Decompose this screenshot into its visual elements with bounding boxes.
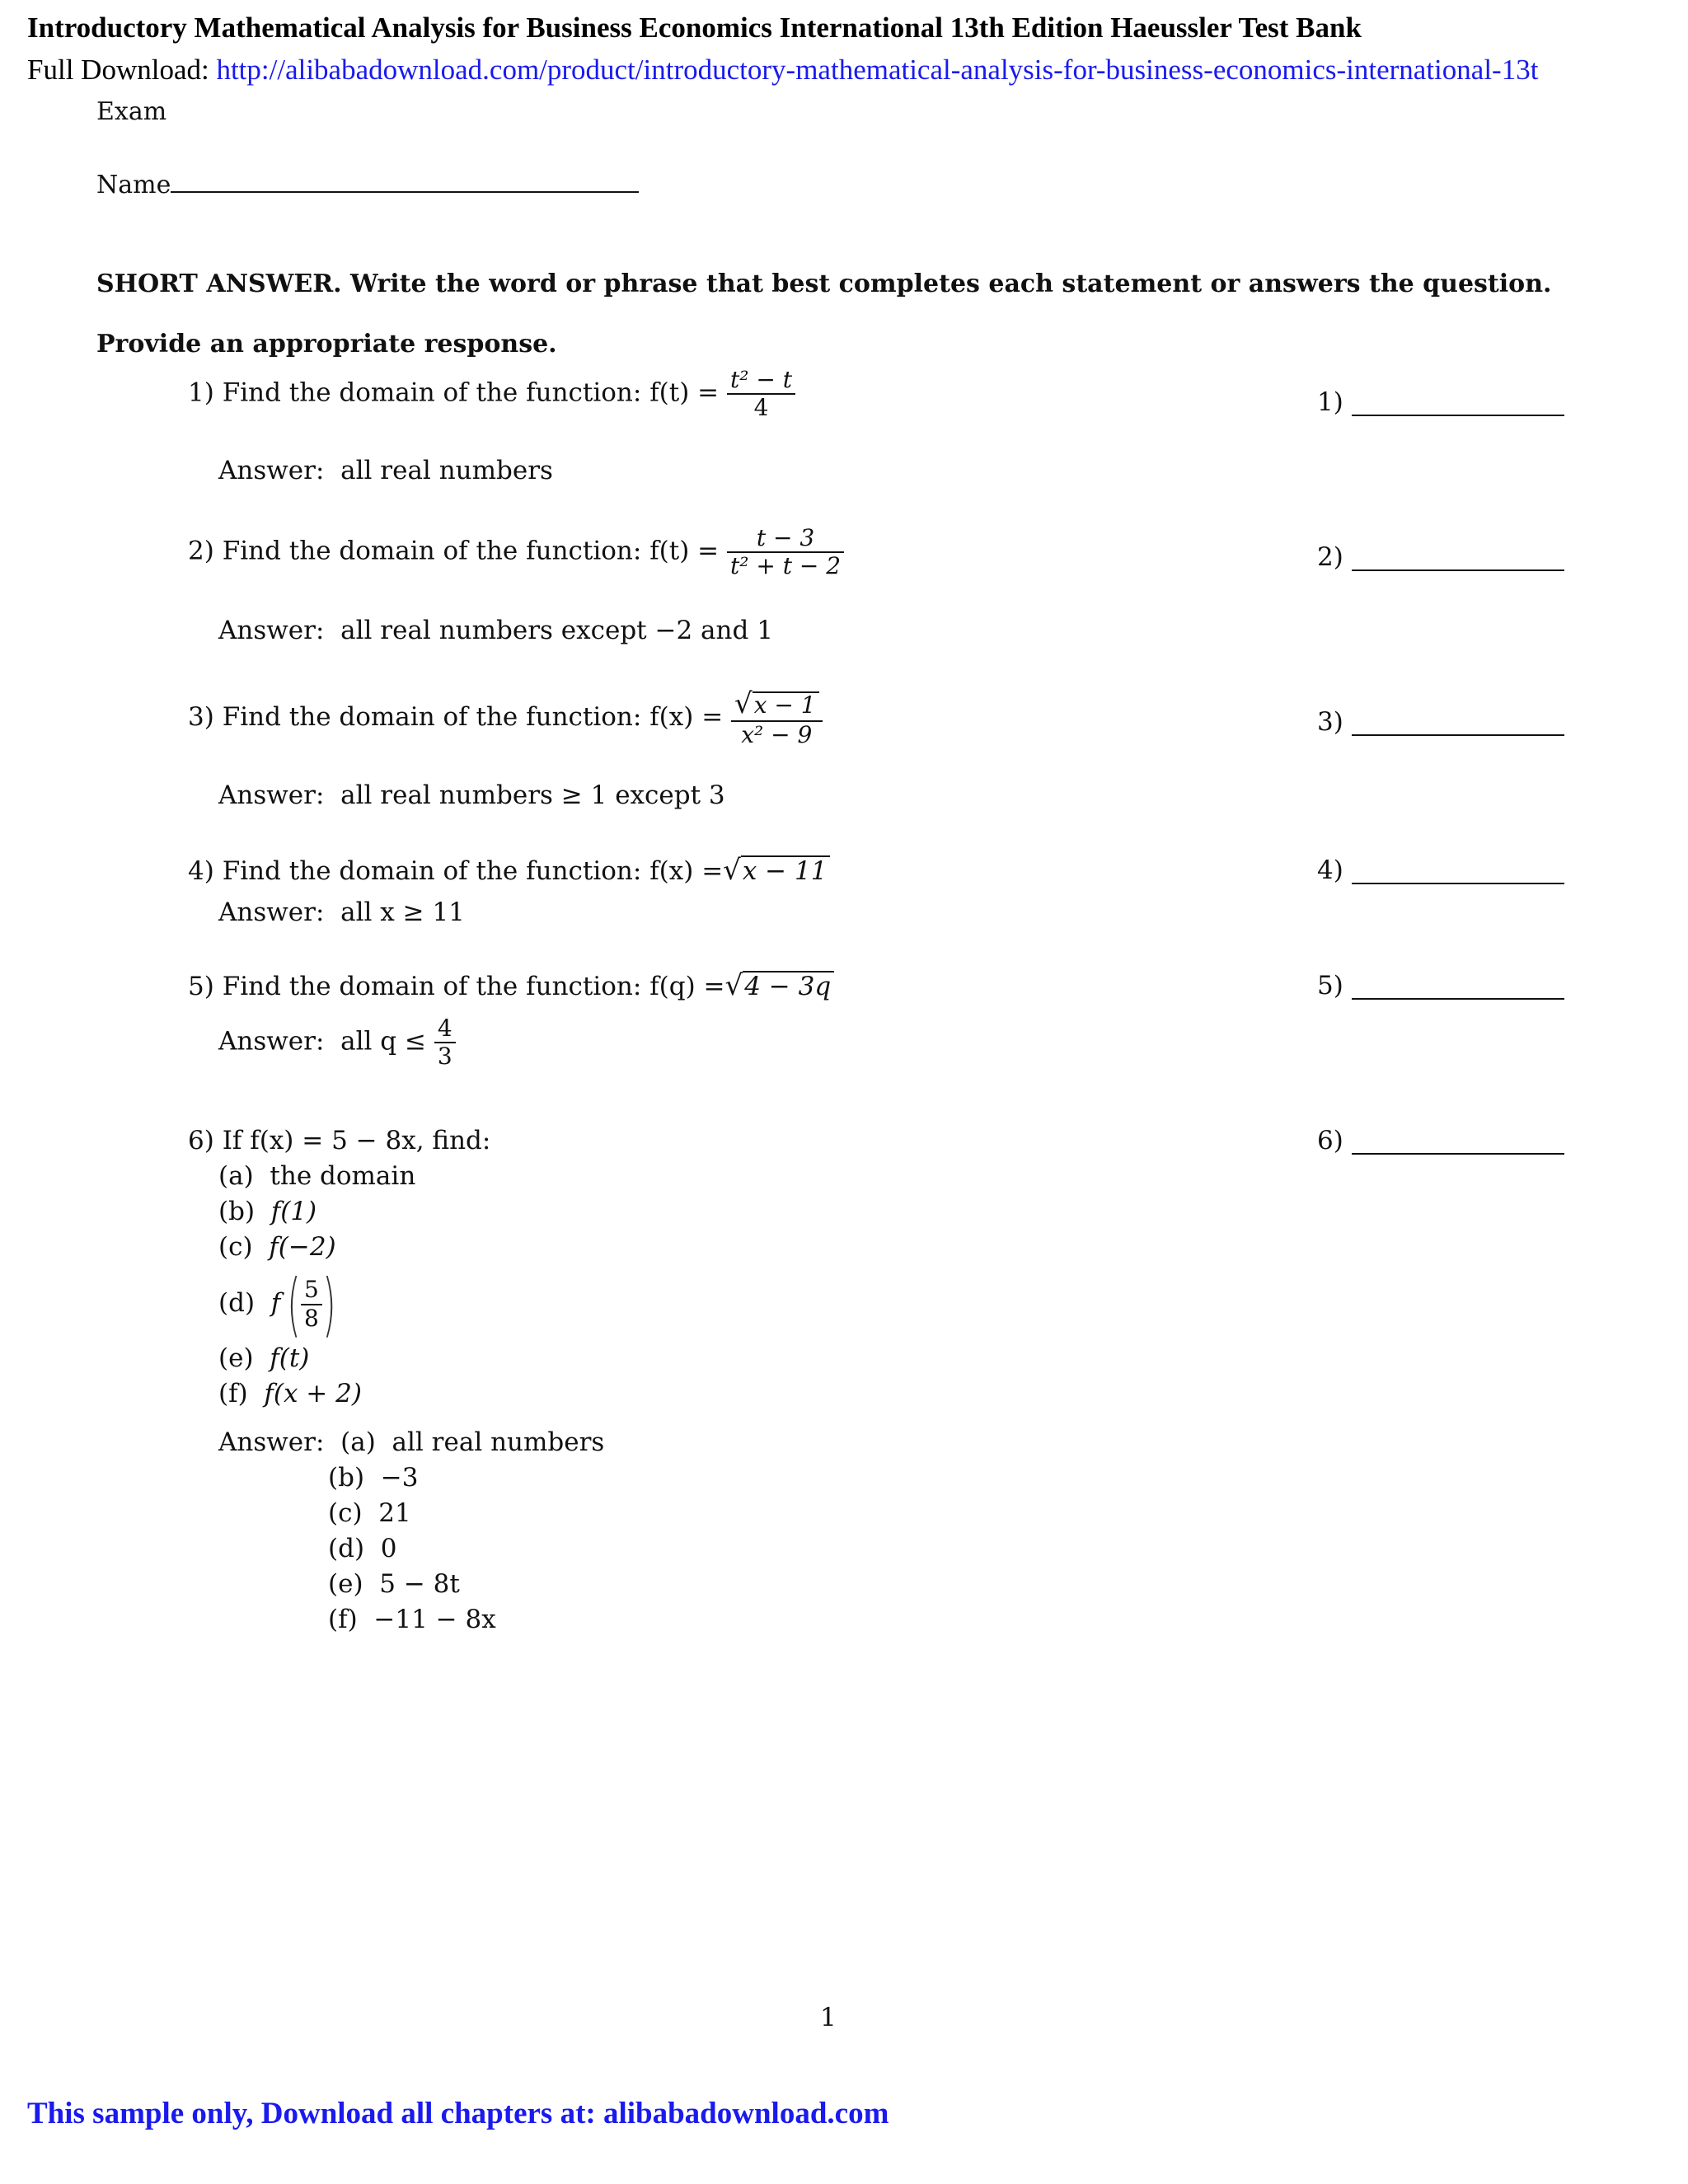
list-item [218, 1460, 604, 1496]
footer-banner[interactable]: This sample only, Download all chapters at: alibabadownload.com [27, 2097, 889, 2130]
question-prompt: Find the domain of the function: f(x) = [222, 856, 724, 886]
page-number: 1 [820, 2003, 837, 2032]
part-text: −11 − 8x [373, 1605, 496, 1634]
radicand: x − 1 [753, 691, 819, 719]
part-label: (b) [328, 1463, 365, 1493]
question-prompt: Find the domain of the function: f(q) = [222, 972, 725, 1001]
question-prompt: Find the domain of the function: f(t) = [222, 377, 720, 408]
answer-slot-number: 2) [1317, 542, 1343, 572]
fraction [727, 367, 795, 421]
answer-text: all q ≤ [340, 1026, 426, 1057]
denominator: x² − 9 [741, 721, 813, 749]
fraction [434, 1015, 456, 1070]
part-label: (e) [328, 1569, 363, 1599]
answer-4 [218, 898, 465, 927]
question-1 [188, 367, 795, 421]
part-text: f(1) [270, 1197, 317, 1226]
part-text: 5 − 8t [379, 1569, 460, 1599]
list-item [218, 1602, 604, 1638]
fraction [301, 1277, 322, 1331]
question-5 [188, 969, 834, 1002]
question-6 [188, 1126, 490, 1155]
part-label: (d) [328, 1534, 365, 1563]
exam-label: Exam [96, 97, 167, 126]
name-underline[interactable] [171, 166, 639, 193]
answer-blank[interactable] [1352, 415, 1564, 416]
answer-label: Answer: [218, 616, 325, 645]
answer-slot-number: 1) [1317, 387, 1343, 417]
answer-label: Answer: [218, 1026, 325, 1057]
part-text: f(t) [270, 1343, 310, 1373]
download-link[interactable]: http://alibabadownload.com/product/introductory-mathematical-analysis-for-business-economics-international-13t [216, 54, 1539, 86]
section-instructions: SHORT ANSWER. Write the word or phrase that best completes each statement or answers the question. [96, 269, 1552, 298]
list-item [218, 1159, 415, 1194]
answer-5 [218, 1015, 456, 1070]
numerator: t² − t [727, 367, 795, 395]
sqrt-sign: √ [734, 687, 753, 720]
part-label: (c) [218, 1232, 253, 1262]
list-item [218, 1496, 604, 1531]
part-text: all real numbers [392, 1427, 605, 1457]
answer-text: all real numbers except −2 and 1 [340, 616, 773, 645]
answer-blank[interactable] [1352, 1153, 1564, 1155]
numerator: 4 [434, 1015, 456, 1043]
fraction [727, 525, 844, 579]
part-label: (b) [218, 1197, 256, 1226]
list-item [218, 1567, 604, 1602]
answer-label: Answer: [218, 898, 325, 927]
answer-2 [218, 616, 773, 645]
question-prompt: Find the domain of the function: f(x) = [222, 702, 724, 733]
part-text: f [270, 1288, 281, 1318]
left-paren: ( [287, 1263, 301, 1345]
denominator: t² + t − 2 [730, 552, 842, 580]
part-text: −3 [380, 1463, 419, 1493]
provide-instructions: Provide an appropriate response. [96, 330, 557, 359]
denominator: 8 [304, 1304, 319, 1332]
part-label: (a) [340, 1427, 376, 1457]
part-label: (d) [218, 1288, 256, 1318]
radicand: x − 11 [741, 855, 831, 885]
list-item [218, 1230, 415, 1265]
numerator: t − 3 [727, 525, 844, 553]
question-number: 5) [188, 972, 214, 1001]
part-label: (c) [328, 1498, 363, 1528]
answer-blank[interactable] [1352, 883, 1564, 884]
sqrt-sign: √ [723, 854, 741, 887]
part-text: the domain [270, 1161, 416, 1191]
question-2 [188, 525, 844, 579]
denominator: 3 [437, 1043, 452, 1071]
answer-label: Answer: [218, 1427, 325, 1457]
answer-text: all x ≥ 11 [340, 898, 465, 927]
name-label: Name [96, 171, 171, 199]
answer-blank[interactable] [1352, 998, 1564, 1000]
answer-slot-number: 4) [1317, 855, 1343, 885]
question-3 [188, 688, 823, 748]
answer-blank[interactable] [1352, 734, 1564, 736]
name-field[interactable] [96, 166, 639, 199]
answer-label: Answer: [218, 780, 325, 810]
question-number: 6) [188, 1126, 214, 1155]
list-item [218, 1341, 415, 1376]
radicand: 4 − 3q [743, 971, 834, 1001]
part-text: f(−2) [269, 1232, 336, 1262]
question-number: 3) [188, 702, 214, 733]
answer-1 [218, 456, 553, 485]
question-prompt: If f(x) = 5 − 8x, find: [222, 1126, 491, 1155]
sqrt-sign: √ [724, 969, 743, 1002]
answer-slot-number: 5) [1317, 971, 1343, 1001]
right-paren: ) [322, 1263, 336, 1345]
denominator: 4 [753, 394, 769, 422]
part-label: (f) [328, 1605, 358, 1634]
answer-6 [218, 1425, 604, 1638]
list-item [218, 1263, 415, 1345]
answer-text: all real numbers ≥ 1 except 3 [340, 780, 725, 810]
answer-3 [218, 780, 725, 810]
fraction [731, 688, 823, 748]
answer-text: all real numbers [340, 456, 553, 485]
document-title: Introductory Mathematical Analysis for Business Economics International 13th Edition Haeussler Test Bank [27, 12, 1362, 44]
question-number: 1) [188, 377, 214, 408]
download-line [27, 54, 1538, 87]
question-6-parts [218, 1159, 415, 1412]
numerator [731, 688, 823, 722]
answer-blank[interactable] [1352, 569, 1564, 571]
list-item [218, 1425, 604, 1460]
question-prompt: Find the domain of the function: f(t) = [222, 536, 720, 566]
part-label: (e) [218, 1343, 254, 1373]
part-text: 21 [378, 1498, 411, 1528]
answer-label: Answer: [218, 456, 325, 485]
list-item [218, 1194, 415, 1230]
list-item [218, 1376, 415, 1412]
answer-slot-number: 3) [1317, 707, 1343, 737]
part-label: (a) [218, 1161, 254, 1191]
part-text: 0 [380, 1534, 397, 1563]
part-text: f(x + 2) [264, 1379, 362, 1408]
question-number: 2) [188, 536, 214, 566]
list-item [218, 1531, 604, 1567]
numerator: 5 [301, 1277, 322, 1305]
question-number: 4) [188, 856, 214, 886]
question-4 [188, 854, 830, 887]
answer-slot-number: 6) [1317, 1126, 1343, 1155]
part-label: (f) [218, 1379, 248, 1408]
download-label: Full Download: [27, 54, 209, 86]
